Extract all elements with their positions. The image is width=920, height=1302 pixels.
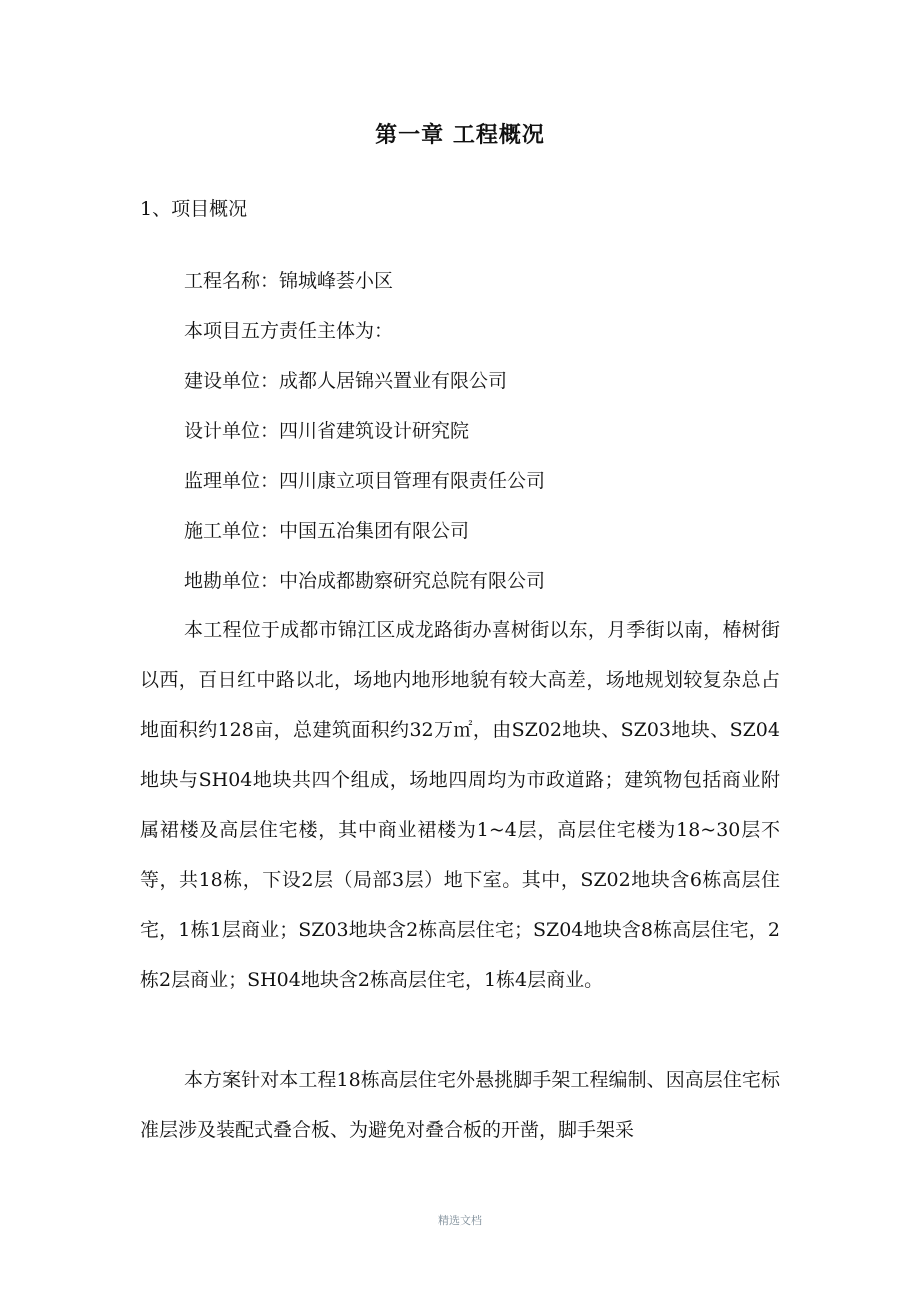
scheme-description-paragraph: 本方案针对本工程18栋高层住宅外悬挑脚手架工程编制、因高层住宅标准层涉及装配式叠合板、为避免对叠合板的开凿，脚手架采 xyxy=(140,1069,780,1141)
project-name-line: 工程名称：锦城峰荟小区 xyxy=(184,270,394,292)
page-footer: 精选文档 xyxy=(438,1214,482,1227)
responsible-parties-intro: 本项目五方责任主体为： xyxy=(184,320,394,342)
supervision-unit-line: 监理单位：四川康立项目管理有限责任公司 xyxy=(184,470,546,492)
construction-owner-line: 建设单位：成都人居锦兴置业有限公司 xyxy=(184,370,508,392)
chapter-title: 第一章 工程概况 xyxy=(375,122,545,148)
section-heading: 1、项目概况 xyxy=(140,198,248,220)
design-unit-line: 设计单位：四川省建筑设计研究院 xyxy=(184,420,470,442)
survey-unit-line: 地勘单位：中冶成都勘察研究总院有限公司 xyxy=(184,570,546,592)
project-description-paragraph: 本工程位于成都市锦江区成龙路街办喜树街以东，月季街以南，椿树街以西，百日红中路以北，场地内地形地貌有较大高差，场地规划较复杂总占地面积约128亩，总建筑面积约32万㎡，由SZ02地块、SZ03地块、SZ04地块与SH04地块共四个组成，场地四周均为市政道路；建筑物包括商业附属裙楼及高层住宅楼，其中商业裙楼为1~4层，高层住宅楼为18~30层不等，共18栋，下设2层（局部3层）地下室。其中，SZ02地块含6栋高层住宅，1栋1层商业；SZ03地块含2栋高层住宅；SZ04地块含8栋高层住宅，2栋2层商业；SH04地块含2栋高层住宅，1栋4层商业。 xyxy=(140,619,780,991)
contractor-unit-line: 施工单位：中国五冶集团有限公司 xyxy=(184,520,470,542)
